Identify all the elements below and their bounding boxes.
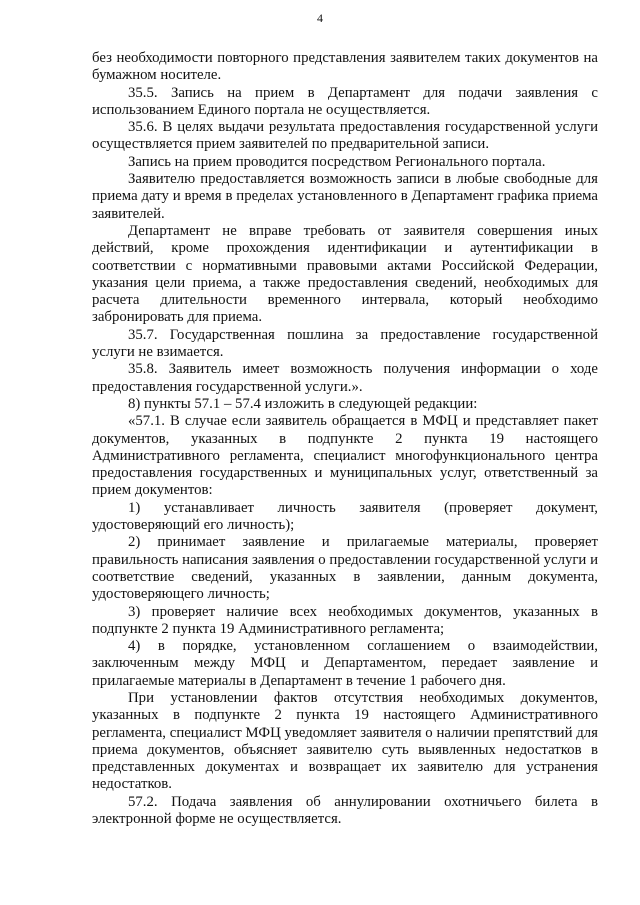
- document-body: [92, 50, 598, 828]
- paragraph: Департамент не вправе требовать от заявителя совершения иных действий, кроме прохождения идентификации и аутентификации в соответствии с нормативными правовыми актами Российской Федерации, указания цели приема, а также предоставления сведений, необходимых для расчета длительности временного интервала, который необходимо забронировать для приема.: [92, 222, 598, 326]
- paragraph-35-8: 35.8. Заявитель имеет возможность получения информации о ходе предоставления государственной услуги.».: [92, 361, 598, 395]
- list-item: 1) устанавливает личность заявителя (проверяет документ, удостоверяющий его личность);: [92, 499, 598, 534]
- amendment-item-8: 8) пункты 57.1 – 57.4 изложить в следующей редакции:: [128, 395, 478, 412]
- paragraph-57-1: «57.1. В случае если заявитель обращается в МФЦ и представляет пакет документов, указанных в подпункте 2 пункта 19 настоящего Административного регламента, специалист многофункционального центра предоставления государственных и муниципальных услуг, ответственный за прием документов:: [92, 413, 598, 499]
- list-item: 4) в порядке, установленном соглашением о взаимодействии, заключенным между МФЦ и Департаментом, передает заявление и прилагаемые материалы в Департамент в течение 1 рабочего дня.: [92, 638, 598, 689]
- paragraph: Запись на прием проводится посредством Регионального портала.: [128, 153, 546, 170]
- paragraph-35-7: 35.7. Государственная пошлина за предоставление государственной услуги не взимается.: [92, 326, 598, 361]
- paragraph-35-6: 35.6. В целях выдачи результата предоставления государственной услуги осуществляется прием заявителей по предварительной записи.: [92, 119, 598, 153]
- list-item: 2) принимает заявление и прилагаемые материалы, проверяет правильность написания заявления о предоставлении государственной услуги и соответствие сведений, указанных в заявлении, данным документа, удостоверяющего личность;: [92, 534, 598, 603]
- paragraph-35-5: 35.5. Запись на прием в Департамент для подачи заявления с использованием Единого портала не осуществляется.: [92, 84, 598, 118]
- paragraph: Заявителю предоставляется возможность записи в любые свободные для приема дату и время в пределах установленного в Департамент графика приема заявителей.: [92, 171, 598, 222]
- page-number: 4: [317, 11, 323, 25]
- paragraph: При установлении фактов отсутствия необходимых документов, указанных в подпункте 2 пункта 19 настоящего Административного регламента, специалист МФЦ уведомляет заявителя о наличии препятствий для приема документов, объясняет заявителю суть выявленных недостатков в представленных документах и возвращает их заявителю для устранения недостатков.: [92, 689, 598, 793]
- paragraph-57-2: 57.2. Подача заявления об аннулировании охотничьего билета в электронной форме не осуществляется.: [92, 793, 598, 828]
- paragraph: без необходимости повторного представления заявителем таких документов на бумажном носителе.: [92, 50, 598, 84]
- list-item: 3) проверяет наличие всех необходимых документов, указанных в подпункте 2 пункта 19 Административного регламента;: [92, 603, 598, 637]
